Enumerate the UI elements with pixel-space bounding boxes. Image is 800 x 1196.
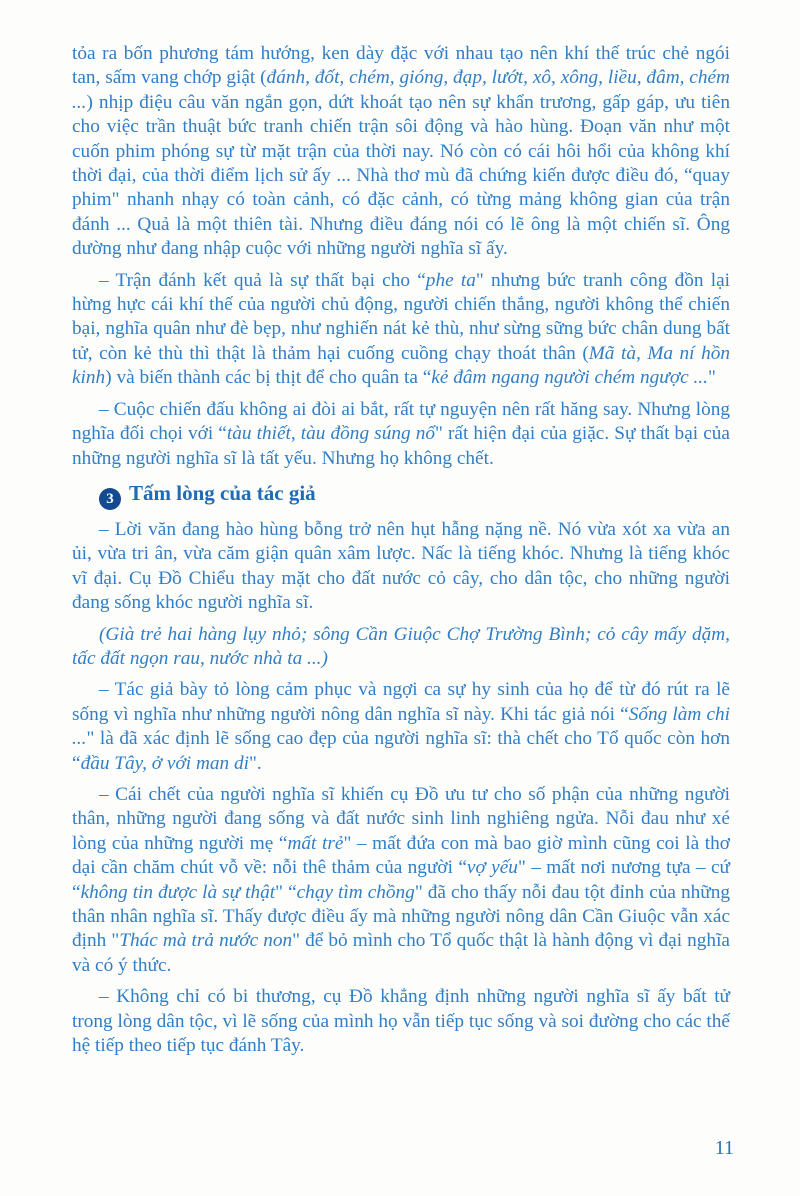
quoted-italic-text: mất trẻ: [287, 832, 344, 854]
quoted-italic-text: vợ yếu: [466, 857, 518, 879]
quoted-italic-text: Thác mà trả nước non: [119, 930, 293, 952]
quoted-italic-text: kẻ đâm ngang người chém ngược ...: [431, 367, 708, 389]
body-text: ) nhịp điệu câu văn ngắn gọn, dứt khoát tạo nên sự khẩn trương, gấp gáp, ưu tiên cho việc trần thuật bức tranh chiến trận sôi động và hào hùng. Đoạn văn như một cuốn phim phóng sự từ mặt trận của thời nay. Nó còn có cái hôi hổi của không khí thời đại, của thời điểm lịch sử ấy ... Nhà thơ mù đã chứng kiến được điều đó, “quay phim" nhanh nhạy có toàn cảnh, có đặc cảnh, có từng mảng không gian của trận đánh ... Quả là một thiên tài. Nhưng điều đáng nói có lẽ ông là một chiến sĩ. Ông dường như đang nhập cuộc với những người nghĩa sĩ ấy.: [72, 91, 730, 260]
body-text: – Không chỉ có bi thương, cụ Đồ khẳng định những người nghĩa sĩ ấy bất tử trong lòng dân tộc, vì lẽ sống của mình họ vẫn tiếp tục sống và soi đường cho các thế hệ tiếp theo tiếp tục đánh Tây.: [72, 986, 730, 1057]
body-text: – Trận đánh kết quả là sự thất bại cho “: [99, 269, 426, 291]
body-text: " – mất đứa con mà bao giờ mình cũng coi là thơ dại cần chăm chút vỗ về: nỗi thê thảm của người “: [72, 832, 730, 879]
paragraph: [72, 518, 730, 616]
body-text: " rất hiện đại của giặc. Sự thất bại của những người nghĩa sĩ là tất yếu. Nhưng họ không chết.: [72, 423, 730, 469]
paragraph: [72, 985, 730, 1058]
text-column: [72, 42, 730, 1065]
quoted-italic-text: phe ta: [425, 269, 476, 291]
body-text: " là đã xác định lẽ sống cao đẹp của người nghĩa sĩ: thà chết cho Tổ quốc còn hơn “: [72, 728, 730, 774]
paragraph: [72, 269, 730, 391]
quoted-italic-text: tàu thiết, tàu đồng súng nổ: [226, 423, 435, 445]
section-heading: [72, 481, 730, 510]
quoted-italic-text: Mã tà, Ma ní hồn kinh: [72, 342, 730, 389]
body-text: ) và biến thành các bị thịt để cho quân ta “: [105, 367, 432, 389]
paragraph: [72, 42, 730, 262]
body-text: " để bỏ mình cho Tổ quốc thật là hành động vì đại nghĩa và có ý thức.: [72, 930, 730, 976]
quoted-italic-text: Sống làm chi ...: [72, 703, 730, 750]
page-number: 11: [714, 1137, 734, 1159]
body-text: – Cái chết của người nghĩa sĩ khiến cụ Đồ ưu tư cho số phận của những người thân, những người đang sống và đất nước sinh linh nghiêng ngửa. Nỗi đau như xé lòng của những người mẹ “: [72, 783, 730, 854]
body-text: ".: [248, 752, 262, 774]
body-text: – Cuộc chiến đấu không ai đòi ai bắt, rất tự nguyện nên rất hăng say. Nhưng lòng nghĩa đối chọi với “: [72, 398, 730, 445]
body-text: " đã cho thấy nỗi đau tột đỉnh của những thân nhân nghĩa sĩ. Thấy được điều ấy mà những người nông dân Cần Giuộc vẫn xác định ": [72, 881, 730, 952]
body-text: – Tác giả bày tỏ lòng cảm phục và ngợi ca sự hy sinh của họ để từ đó rút ra lẽ sống vì nghĩa như những người nông dân nghĩa sĩ này. Khi tác giả nói “: [72, 679, 730, 725]
paragraph: [72, 783, 730, 978]
body-text: " “: [275, 881, 297, 903]
section-number-badge: 3: [99, 488, 121, 510]
quoted-italic-text: (Già trẻ hai hàng lụy nhỏ; sông Cần Giuộc Chợ Trường Bình; cỏ cây mấy dặm, tấc đất ngọn rau, nước nhà ta ...): [72, 623, 730, 669]
body-text: " nhưng bức tranh công đồn lại hừng hực cái khí thế của người chủ động, người chiến thắng, người không thể chiến bại, nghĩa quân như đè bẹp, như nghiến nát kẻ thù, như sừng sững bức chân dung bất tử, còn kẻ thù thì thật là thảm hại cuống cuồng chạy thoát thân (: [72, 269, 730, 364]
body-text: " – mất nơi nương tựa – cứ “: [72, 857, 730, 903]
body-text: ": [707, 367, 716, 389]
paragraph: [72, 623, 730, 672]
paragraph: [72, 678, 730, 776]
quoted-italic-text: đầu Tây, ở với man di: [80, 752, 249, 774]
quoted-italic-text: không tin được là sự thật: [80, 881, 276, 903]
quoted-italic-text: chạy tìm chồng: [296, 881, 415, 903]
paragraph: [72, 398, 730, 471]
body-text: – Lời văn đang hào hùng bỗng trở nên hụt hẫng nặng nề. Nó vừa xót xa vừa an ủi, vừa tri ân, vừa căm giận quân xâm lược. Nấc là tiếng khóc. Nhưng là tiếng khóc vĩ đại. Cụ Đồ Chiểu thay mặt cho đất nước cỏ cây, cho dân tộc, cho những người đang sống khóc người nghĩa sĩ.: [72, 518, 730, 614]
quoted-italic-text: đánh, đốt, chém, gióng, đạp, lướt, xô, xông, liều, đâm, chém ...: [72, 67, 730, 113]
body-text: tỏa ra bốn phương tám hướng, ken dày đặc với nhau tạo nên khí thế trúc chẻ ngói tan, sấm vang chớp giật (: [72, 43, 730, 89]
section-heading-text: Tấm lòng của tác giả: [129, 480, 316, 505]
